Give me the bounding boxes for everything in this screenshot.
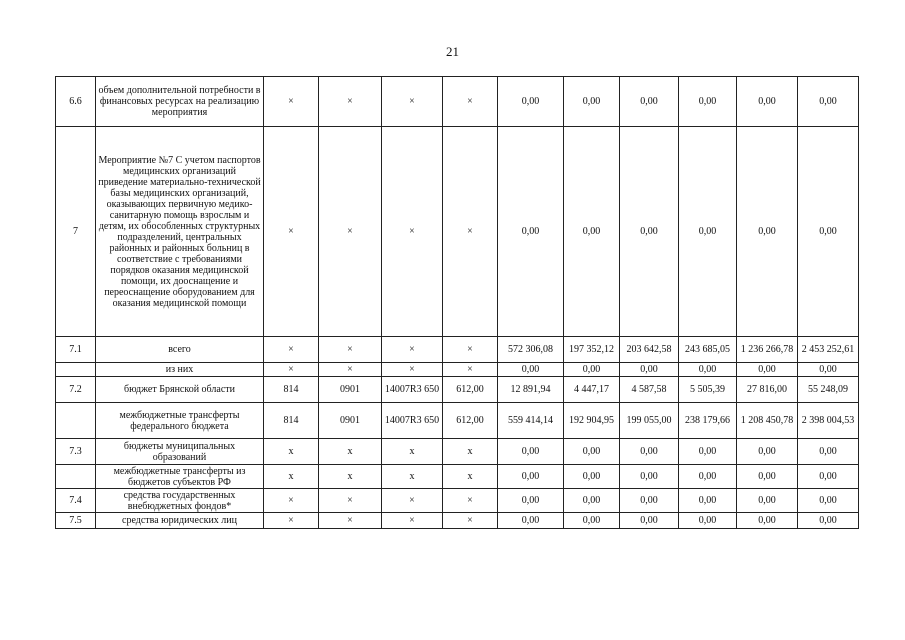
row-number: 7.5 [56,513,96,529]
value-2023: 0,00 [737,439,798,465]
value-total: 2 398 004,53 [798,403,859,439]
table-row [56,363,859,377]
code-csr: x [382,465,443,489]
row-name: бюджет Брянской области [96,377,264,403]
table-row [56,377,859,403]
value-2021: 0,00 [620,489,679,513]
value-2020: 0,00 [564,77,620,127]
code-grbs: x [264,465,319,489]
code-rzpr: × [319,513,382,529]
row-name: Мероприятие №7 С учетом паспортов медицинских организаций приведение материально-технической базы медицинских организаций, оказывающих первичную медико-санитарную помощь взрослым и детям, их обособленных структурных подразделений, центральных районных и районных больниц в соответствие с требованиями порядков оказания медицинской помощи, их дооснащение и переоснащение оборудованием для оказания медицинской помощи [96,127,264,337]
value-2023: 27 816,00 [737,377,798,403]
value-2023: 0,00 [737,127,798,337]
code-rzpr: × [319,127,382,337]
table-row [56,337,859,363]
code-vr: × [443,337,498,363]
row-name: объем дополнительной потребности в финансовых ресурсах на реализацию мероприятия [96,77,264,127]
value-2019: 0,00 [498,127,564,337]
code-vr: × [443,513,498,529]
value-2022: 0,00 [679,439,737,465]
code-vr: × [443,127,498,337]
value-2021: 0,00 [620,127,679,337]
value-2023: 0,00 [737,465,798,489]
value-2019: 0,00 [498,513,564,529]
value-total: 0,00 [798,363,859,377]
value-2023: 0,00 [737,513,798,529]
code-grbs: × [264,337,319,363]
code-csr: × [382,489,443,513]
code-grbs: 814 [264,403,319,439]
value-2022: 0,00 [679,363,737,377]
row-name: всего [96,337,264,363]
value-2019: 0,00 [498,465,564,489]
value-2019: 0,00 [498,439,564,465]
row-name: бюджеты муниципальных образований [96,439,264,465]
value-2022: 0,00 [679,489,737,513]
value-2019: 12 891,94 [498,377,564,403]
code-rzpr: × [319,489,382,513]
table-row [56,127,859,337]
value-2019: 0,00 [498,363,564,377]
value-2020: 0,00 [564,489,620,513]
code-grbs: × [264,363,319,377]
code-grbs: x [264,439,319,465]
table-row [56,513,859,529]
value-2021: 0,00 [620,363,679,377]
value-total: 2 453 252,61 [798,337,859,363]
code-rzpr: × [319,363,382,377]
code-vr: × [443,363,498,377]
value-2021: 0,00 [620,77,679,127]
value-2022: 0,00 [679,465,737,489]
code-grbs: × [264,489,319,513]
row-name: межбюджетные трансферты из бюджетов субъектов РФ [96,465,264,489]
value-2021: 0,00 [620,439,679,465]
value-2019: 0,00 [498,489,564,513]
value-total: 0,00 [798,513,859,529]
code-rzpr: x [319,439,382,465]
code-vr: x [443,439,498,465]
value-2020: 0,00 [564,465,620,489]
code-vr: × [443,489,498,513]
value-2022: 0,00 [679,77,737,127]
value-2019: 0,00 [498,77,564,127]
value-2021: 4 587,58 [620,377,679,403]
value-2022: 5 505,39 [679,377,737,403]
table-row [56,439,859,465]
row-number: 7 [56,127,96,337]
table-row [56,77,859,127]
code-rzpr: 0901 [319,403,382,439]
value-2020: 197 352,12 [564,337,620,363]
value-2022: 0,00 [679,513,737,529]
value-2020: 0,00 [564,127,620,337]
value-total: 0,00 [798,465,859,489]
value-2021: 203 642,58 [620,337,679,363]
table-row [56,465,859,489]
code-grbs: × [264,513,319,529]
code-vr: 612,00 [443,377,498,403]
value-2022: 0,00 [679,127,737,337]
value-2020: 0,00 [564,513,620,529]
row-number: 7.3 [56,439,96,465]
code-csr: 14007R3 650 [382,403,443,439]
value-2020: 0,00 [564,363,620,377]
row-number: 7.4 [56,489,96,513]
value-2020: 4 447,17 [564,377,620,403]
code-csr: × [382,77,443,127]
code-grbs: × [264,127,319,337]
code-csr: × [382,363,443,377]
value-2021: 199 055,00 [620,403,679,439]
value-2023: 0,00 [737,489,798,513]
row-number [56,465,96,489]
value-total: 0,00 [798,489,859,513]
code-csr: 14007R3 650 [382,377,443,403]
value-2022: 243 685,05 [679,337,737,363]
value-2023: 0,00 [737,363,798,377]
code-rzpr: × [319,77,382,127]
code-csr: × [382,513,443,529]
code-csr: × [382,127,443,337]
value-2019: 572 306,08 [498,337,564,363]
value-total: 55 248,09 [798,377,859,403]
code-csr: x [382,439,443,465]
code-csr: × [382,337,443,363]
value-2020: 192 904,95 [564,403,620,439]
code-rzpr: 0901 [319,377,382,403]
value-2023: 0,00 [737,77,798,127]
table-row [56,489,859,513]
code-grbs: × [264,77,319,127]
value-2023: 1 208 450,78 [737,403,798,439]
row-number: 6.6 [56,77,96,127]
value-2021: 0,00 [620,513,679,529]
row-number: 7.2 [56,377,96,403]
row-number [56,363,96,377]
value-2023: 1 236 266,78 [737,337,798,363]
code-vr: 612,00 [443,403,498,439]
code-rzpr: x [319,465,382,489]
row-number [56,403,96,439]
row-name: из них [96,363,264,377]
value-total: 0,00 [798,439,859,465]
value-total: 0,00 [798,127,859,337]
row-name: средства государственных внебюджетных фондов* [96,489,264,513]
code-vr: × [443,77,498,127]
budget-table [55,76,859,529]
value-total: 0,00 [798,77,859,127]
row-name: средства юридических лиц [96,513,264,529]
value-2021: 0,00 [620,465,679,489]
code-vr: x [443,465,498,489]
page-number: 21 [446,44,459,59]
value-2020: 0,00 [564,439,620,465]
code-grbs: 814 [264,377,319,403]
row-number: 7.1 [56,337,96,363]
value-2022: 238 179,66 [679,403,737,439]
code-rzpr: × [319,337,382,363]
value-2019: 559 414,14 [498,403,564,439]
row-name: межбюджетные трансферты федерального бюджета [96,403,264,439]
table-row [56,403,859,439]
